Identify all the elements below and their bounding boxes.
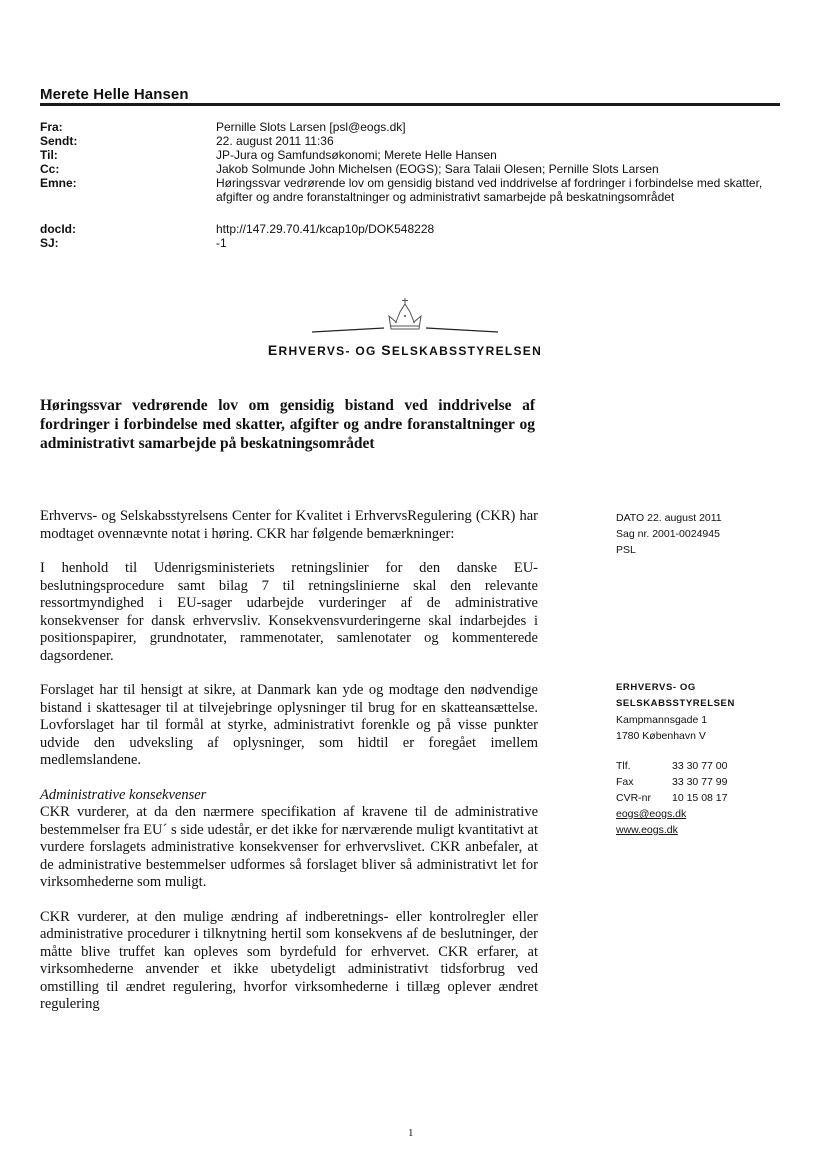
- contact-label: Fax: [616, 776, 634, 788]
- body-paragraph: CKR vurderer, at da den nærmere specifikation af kravene til de administrative bestemmelser fra EU´ s side udestår, er det ikke for nærværende muligt kvantitativt at vurdere forslagets administrative konsekvenser for erhvervslivet. CKR anbefaler, at de administrative bestemmelser udformes så forslaget bliver så administrativt let for virksomhederne som muligt.: [40, 804, 538, 890]
- meta-spacer: [40, 204, 780, 222]
- contact-value: 10 15 08 17: [672, 792, 728, 804]
- contact-row-fax: [616, 774, 735, 790]
- logo-text-part: ELSKABSSTYRELSEN: [391, 344, 543, 358]
- logo-letter: S: [381, 342, 392, 358]
- body-paragraph: I henhold til Udenrigsministeriets retningslinier for den danske EU-beslutningsprocedure samt bilag 7 til retningslinierne skal den relevante ressortmyndighed i EU-sager udarbejde vurderinger af de administrative konsekvenser for dansk erhvervsliv. Konsekvensvurderingerne skal indarbejdes i positionspapirer, grundnotater, rammenotater, samlenotater og kommenterede dagsordener.: [40, 560, 538, 664]
- body-paragraph: Forslaget har til hensigt at sikre, at Danmark kan yde og modtage den nødvendige bistand i skattesager til at tilvejebringe oplysninger til brug for en skatteansættelse. Lovforslaget har til formål at styrke, administrativt forenkle og på visse punkter udvide den udveksling af oplysninger, som hidtil er foregået imellem medlemslandene.: [40, 682, 538, 768]
- crown-icon: [312, 298, 498, 338]
- case-date: DATO 22. august 2011: [616, 512, 722, 524]
- body-paragraph: CKR vurderer, at den mulige ændring af indberetnings- eller kontrolregler eller administrative procedurer i tilknytning hertil som konsekvens af de beslutninger, der måtte blive truffet kan opleves som byrdefuld for erhvervet. CKR erfarer, at virksomhederne anvender et ikke ubetydeligt administrativt tidsforbrug ved omstilling til ændret regulering, hvorfor virksomhederne i tillæg oplever ændret regulering: [40, 908, 538, 1012]
- org-street: Kampmannsgade 1: [616, 714, 708, 726]
- case-info: [616, 510, 722, 558]
- document-body: [40, 508, 538, 1031]
- organisation-contact: [616, 680, 735, 838]
- contact-row-cvr: [616, 790, 735, 806]
- document-title: Høringssvar vedrørende lov om gensidig bistand ved inddrivelse af fordringer i forbindelse med skatter, afgifter og andre foranstaltninger og administrativt samarbejde på beskatningsområdet: [40, 397, 535, 452]
- logo-letter: E: [267, 342, 279, 358]
- section-subheading: Administrative konsekvenser: [40, 786, 207, 803]
- meta-value-cc: Jakob Solmunde John Michelsen (EOGS); Sara Talaii Olesen; Pernille Slots Larsen: [216, 162, 659, 176]
- meta-row-cc: [40, 162, 780, 176]
- meta-value-sent: 22. august 2011 11:36: [216, 134, 334, 148]
- contact-label: CVR-nr: [616, 792, 652, 804]
- agency-logo: [255, 298, 555, 358]
- header-divider: [40, 103, 780, 106]
- org-name-line1: ERHVERVS- OG: [616, 682, 696, 693]
- contact-value: 33 30 77 99: [672, 776, 728, 788]
- meta-label: docId:: [40, 222, 76, 236]
- meta-value-to: JP-Jura og Samfundsøkonomi; Merete Helle Hansen: [216, 148, 497, 162]
- case-number: Sag nr. 2001-0024945: [616, 528, 720, 540]
- meta-value-from: Pernille Slots Larsen [psl@eogs.dk]: [216, 120, 406, 134]
- org-name-line2: SELSKABSSTYRELSEN: [616, 698, 735, 709]
- contact-row-phone: [616, 758, 735, 774]
- case-initials: PSL: [616, 544, 636, 556]
- meta-row-docid: [40, 222, 780, 236]
- meta-row-to: [40, 148, 780, 162]
- email-metadata: [40, 120, 780, 250]
- page-number: 1: [408, 1127, 414, 1139]
- org-website-link[interactable]: www.eogs.dk: [616, 824, 678, 836]
- contact-label: Tlf.: [616, 760, 631, 772]
- meta-row-subject: [40, 176, 780, 204]
- body-paragraph: Erhvervs- og Selskabsstyrelsens Center for Kvalitet i ErhvervsRegulering (CKR) har modtaget ovennævnte notat i høring. CKR har følgende bemærkninger:: [40, 508, 538, 542]
- meta-row-from: [40, 120, 780, 134]
- meta-value-sj: -1: [216, 236, 227, 250]
- org-city: 1780 København V: [616, 730, 706, 742]
- contact-value: 33 30 77 00: [672, 760, 728, 772]
- meta-label: SJ:: [40, 236, 59, 250]
- email-sender-name: Merete Helle Hansen: [40, 86, 189, 103]
- meta-value-docid: http://147.29.70.41/kcap10p/DOK548228: [216, 222, 435, 236]
- meta-label: Emne:: [40, 176, 77, 190]
- agency-name: [255, 342, 555, 358]
- meta-label: Sendt:: [40, 134, 78, 148]
- meta-label: Til:: [40, 148, 58, 162]
- logo-text-part: RHVERVS- OG: [278, 344, 382, 358]
- meta-label: Cc:: [40, 162, 60, 176]
- org-email-link[interactable]: eogs@eogs.dk: [616, 808, 687, 820]
- meta-value-subject: Høringssvar vedrørende lov om gensidig bistand ved inddrivelse af fordringer i forbindelse med skatter, afgifter og andre foranstaltninger og administrativt samarbejde på beskatningsområdet: [216, 176, 763, 204]
- meta-label: Fra:: [40, 120, 63, 134]
- meta-row-sent: [40, 134, 780, 148]
- meta-row-sj: [40, 236, 780, 250]
